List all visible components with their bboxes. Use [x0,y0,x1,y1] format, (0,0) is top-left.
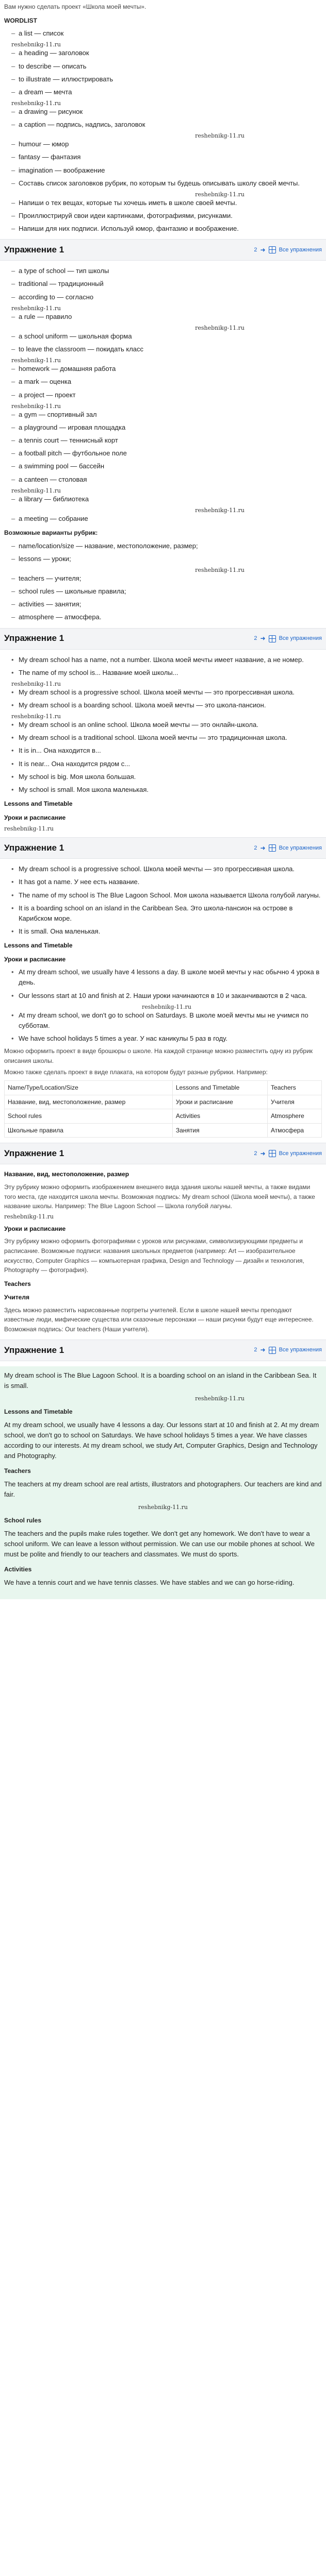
list-item: – a caption — подпись, надпись, заголовок [11,120,322,130]
answer-text: The teachers at my dream school are real artists, illustrators and photographers. Our teachers are kind and fair. [4,1480,322,1498]
all-exercises-link[interactable]: Все упражнения [279,246,322,253]
table-cell: Name/Type/Location/Size [5,1080,173,1095]
arrow-right-icon[interactable]: ➜ [260,246,266,254]
section-heading: Учителя [4,1294,29,1301]
answer-text: The teachers and the pupils make rules together. We don't get any homework. We don't have to wear a school uniform. We can leave a lesson without permission. We can use our mobile phones at school. We must be polite and friendly to our teachers and classmates. We must do sports. [4,1529,315,1558]
table-cell: Lessons and Timetable [172,1080,267,1095]
answer-heading: Activities [4,1566,32,1573]
exercise-nav [254,634,322,643]
lessons-title: Lessons and Timetable [4,800,73,807]
arrow-right-icon[interactable]: ➜ [260,635,266,642]
section-text: Эту рубрику можно оформить изображением внешнего вида здания школы нашей мечты, а также видами того места, где находится школа мечты. Возможная подпись: My dream school (Школа моей мечты), а также название школы. Например: The Blue Lagoon School — Школа голубой лагуны. [4,1183,315,1210]
exercise-number[interactable]: 2 [254,1150,257,1157]
ex2-list [4,655,322,795]
grid-icon [269,635,276,642]
list-item: – a dream — мечта [11,87,322,97]
list-item: – a drawing — рисунок [11,107,322,117]
list-item: – a type of school — тип школы [11,266,322,276]
exercise-nav [254,1149,322,1159]
watermark: reshebnikg-11.ru [195,191,244,198]
watermark: reshebnikg-11.ru [11,402,61,410]
list-item: – a tennis court — теннисный корт [11,435,322,446]
table-cell: Teachers [268,1080,322,1095]
watermark: reshebnikg-11.ru [11,99,61,107]
list-item: • My dream school is an online school. Школа моей мечты — это онлайн-школа. [11,720,322,730]
ex4-section [4,1170,322,1334]
list-item: • We have school holidays 5 times a year. У нас каникулы 5 раз в году. [11,1033,322,1044]
project-text-2: Можно также сделать проект в виде плаката, на котором будут разные рубрики. Например: [4,1069,268,1076]
headings-list [4,541,322,623]
table-cell: Название, вид, местоположение, размер [5,1095,173,1109]
list-item: • My dream school is a boarding school. Школа моей мечты — это школа-пансион. [11,700,322,710]
exercise-header [0,1143,326,1164]
grid-icon [269,844,276,852]
watermark: reshebnikg-11.ru [11,357,61,364]
headings-title: Возможные варианты рубрик: [4,529,98,537]
wordlist-label: WORDLIST [4,16,37,24]
list-item: – teachers — учителя; [11,573,322,584]
exercise-title: Упражнение 1 [4,1345,64,1355]
watermark: reshebnikg-11.ru [4,825,54,833]
list-item: • It is a boarding school on an island in the Caribbean Sea. Это школа-пансион на острове в Карибском море. [11,903,322,924]
watermark: reshebnikg-11.ru [195,506,244,514]
ex3-list [4,864,322,937]
list-item: – fantasy — фантазия [11,152,322,162]
list-item: • My dream school is a progressive school. Школа моей мечты — это прогрессивная школа. [11,687,322,698]
table-cell: Школьные правила [5,1123,173,1138]
exercise-number[interactable]: 2 [254,246,257,253]
list-item: – a school uniform — школьная форма [11,331,322,342]
list-item: – a library — библиотека [11,494,322,504]
table-cell: Учителя [268,1095,322,1109]
section-text: Здесь можно разместить нарисованные портреты учителей. Если в школе нашей мечты преподают известные люди, мифические существа или сказочные персонажи — наши рисунки будут еще интереснее. Возможная подпись: Our teachers (Наши учителя). [4,1306,314,1333]
watermark: reshebnikg-11.ru [195,1395,244,1402]
grid-icon [269,1150,276,1157]
list-item: • It is small. Она маленькая. [11,926,322,937]
grid-icon [269,246,276,253]
wordlist [4,28,322,176]
list-item: – humour — юмор [11,139,322,149]
table-cell: Занятия [172,1123,267,1138]
list-item: • Our lessons start at 10 and finish at 2. Наши уроки начинаются в 10 и заканчиваются в 2 часа. [11,991,322,1001]
list-item: • It has got a name. У нее есть название. [11,877,322,887]
list-item: – a rule — правило [11,312,322,322]
answer-heading: Teachers [4,1467,31,1475]
arrow-right-icon[interactable]: ➜ [260,1346,266,1354]
list-item: – Напиши для них подписи. Используй юмор, фантазию и воображение. [11,224,322,234]
grid-icon [269,1347,276,1354]
watermark: reshebnikg-11.ru [11,487,61,494]
answer-heading: School rules [4,1517,42,1524]
table-cell: Activities [172,1109,267,1124]
table-cell: Atmosphere [268,1109,322,1124]
list-item: • It is in... Она находится в... [11,745,322,756]
list-item: – a mark — оценка [11,377,322,387]
watermark: reshebnikg-11.ru [195,566,244,573]
list-item: – a project — проект [11,390,322,400]
list-item: – a list — список [11,28,322,39]
arrow-right-icon[interactable]: ➜ [260,844,266,852]
vocab-list [4,266,322,524]
exercise-header [0,1340,326,1361]
exercise-header [0,837,326,859]
lessons-title: Lessons and Timetable [4,942,73,950]
lessons-title-ru: Уроки и расписание [4,814,66,821]
answer-block [0,1366,326,1599]
watermark: reshebnikg-11.ru [138,1504,188,1511]
table-cell: Уроки и расписание [172,1095,267,1109]
task-list [4,178,322,234]
watermark: reshebnikg-11.ru [11,41,61,48]
exercise-title: Упражнение 1 [4,633,64,643]
exercise-nav [254,1345,322,1355]
exercise-header [0,628,326,650]
list-item: • At my dream school, we don't go to school on Saturdays. В школе моей мечты мы не учимся по субботам. [11,1010,322,1031]
list-item: • My dream school is a traditional school. Школа моей мечты — это традиционная школа. [11,733,322,743]
exercise-title: Упражнение 1 [4,1148,64,1159]
exercise-nav [254,245,322,255]
list-item: • It is near... Она находится рядом с... [11,759,322,769]
exercise-number[interactable]: 2 [254,1347,257,1353]
list-item: – to leave the classroom — покидать класс [11,344,322,354]
list-item: – name/location/size — название, местоположение, размер; [11,541,322,551]
watermark: reshebnikg-11.ru [11,680,61,687]
exercise-number[interactable]: 2 [254,844,257,851]
watermark: reshebnikg-11.ru [142,1003,191,1010]
list-item: – a football pitch — футбольное поле [11,448,322,459]
exercise-nav [254,843,322,853]
all-exercises-link[interactable]: Все упражнения [279,844,322,851]
watermark: reshebnikg-11.ru [195,324,244,331]
list-item: • My dream school has a name, not a number. Школа моей мечты имеет название, а не номер. [11,655,322,665]
list-item: – according to — согласно [11,292,322,302]
list-item: – activities — занятия; [11,599,322,609]
lessons-title-ru: Уроки и расписание [4,955,66,963]
all-exercises-link[interactable]: Все упражнения [279,1150,322,1157]
list-item: – lessons — уроки; [11,554,322,564]
list-item: • My school is small. Моя школа маленькая. [11,785,322,795]
list-item: – traditional — традиционный [11,279,322,289]
watermark: reshebnikg-11.ru [11,713,61,720]
table-cell: School rules [5,1109,173,1124]
list-item: – to illustrate — иллюстрировать [11,74,322,84]
watermark: reshebnikg-11.ru [11,304,61,312]
exercise-number[interactable]: 2 [254,635,257,641]
table-cell: Атмосфера [268,1123,322,1138]
list-item: • At my dream school, we usually have 4 lessons a day. В школе моей мечты у нас обычно 4 урока в день. [11,967,322,988]
all-exercises-link[interactable]: Все упражнения [279,1347,322,1353]
list-item: – Составь список заголовков рубрик, по которым ты будешь описывать школу своей мечты. [11,178,322,189]
answer-text: We have a tennis court and we have tennis classes. We have stables and we can go horse-riding. [4,1578,295,1586]
list-item: – atmosphere — атмосфера. [11,612,322,622]
list-item: – a meeting — собрание [11,514,322,524]
answer-intro: My dream school is The Blue Lagoon School. It is a boarding school on an island in the Caribbean Sea. It is small. [4,1371,317,1389]
list-item: – Проиллюстрируй свои идеи картинками, фотографиями, рисунками. [11,211,322,221]
list-item: – to describe — описать [11,61,322,72]
watermark: reshebnikg-11.ru [4,1213,54,1220]
all-exercises-link[interactable]: Все упражнения [279,635,322,641]
section-text: Эту рубрику можно оформить фотографиями с уроков или рисунками, символизирующими предметы и расписание. Возможные подписи: названия школьных предметов (например: Art — изобразительное искусство, Computer Graphics — компьютерная графика, Design and Technology — дизайн и технология, Photography — фотография). [4,1238,304,1274]
exercise-header [0,239,326,261]
ex3-lessons [4,967,322,1044]
list-item: – a playground — игровая площадка [11,422,322,433]
intro-text: Вам нужно сделать проект «Школа моей мечты». [4,3,146,10]
list-item: • The name of my school is The Blue Lagoon School. Моя школа называется Школа голубой лагуны. [11,890,322,901]
arrow-right-icon[interactable]: ➜ [260,1150,266,1158]
list-item: • My dream school is a progressive school. Школа моей мечты — это прогрессивная школа. [11,864,322,874]
exercise-title: Упражнение 1 [4,843,64,853]
section-heading: Teachers [4,1280,31,1287]
list-item: – a heading — заголовок [11,48,322,58]
section-heading: Название, вид, местоположение, размер [4,1171,129,1178]
list-item: – Напиши о тех вещах, которые ты хочешь иметь в школе своей мечты. [11,198,322,208]
exercise-title: Упражнение 1 [4,245,64,255]
watermark: reshebnikg-11.ru [195,132,244,140]
list-item: – a canteen — столовая [11,474,322,485]
project-text: Можно оформить проект в виде брошюры о школе. На каждой странице можно разместить одну из рубрик описания школы. [4,1047,313,1064]
list-item: • My school is big. Моя школа большая. [11,772,322,782]
answer-heading: Lessons and Timetable [4,1408,73,1415]
section-heading: Уроки и расписание [4,1225,66,1232]
answer-text: At my dream school, we usually have 4 lessons a day. Our lessons start at 10 and finish at 2. At my dream school, we don't go to school on Saturdays. We have school holidays 5 times a year. We have classes according to our interests. At my dream school, we study Art, Computer Graphics, Design and Technology and Photography. [4,1420,319,1460]
list-item: – imagination — воображение [11,165,322,176]
list-item: – a swimming pool — бассейн [11,461,322,471]
list-item: • The name of my school is... Название моей школы... [11,668,322,678]
list-item: – a gym — спортивный зал [11,410,322,420]
rubric-table [4,1080,322,1138]
list-item: – homework — домашняя работа [11,364,322,374]
list-item: – school rules — школьные правила; [11,586,322,597]
